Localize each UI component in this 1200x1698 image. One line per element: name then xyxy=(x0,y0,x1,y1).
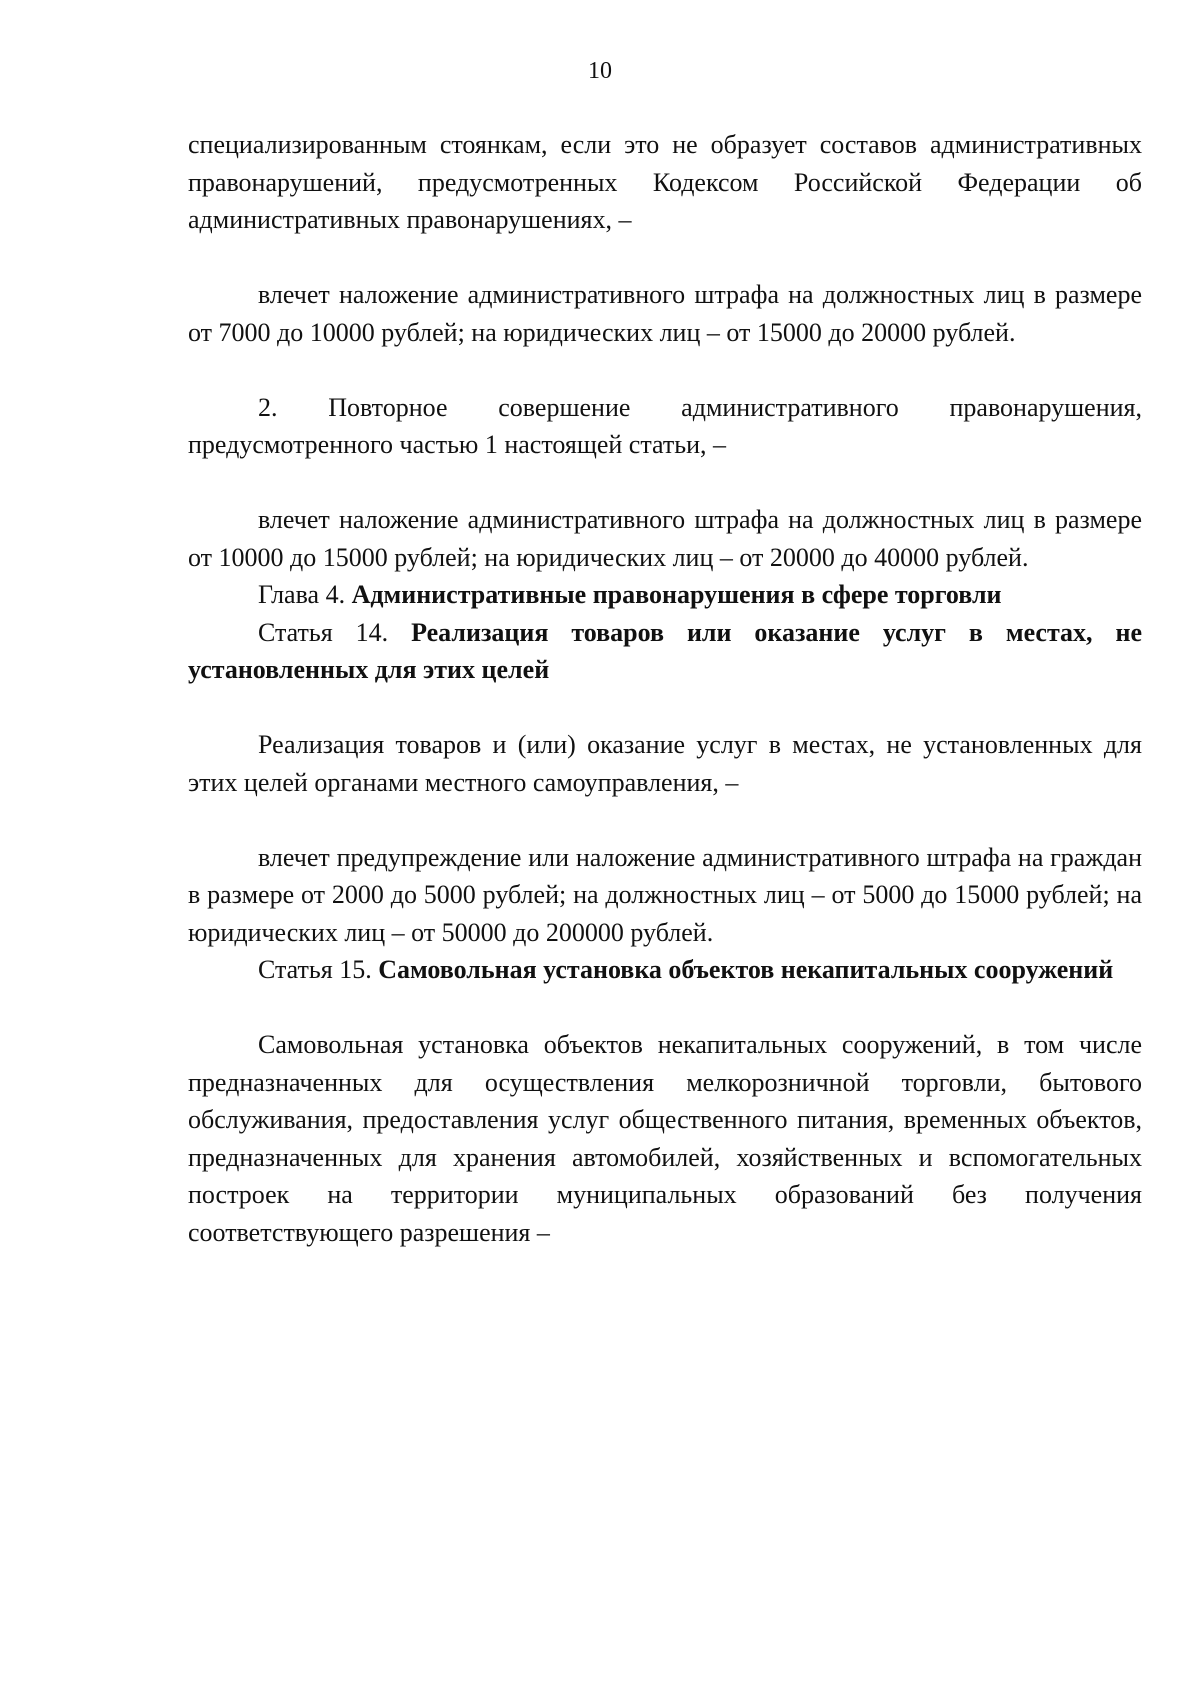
article-15-prefix: Статья 15. xyxy=(258,955,372,984)
article-14-heading xyxy=(188,614,1142,689)
paragraph-continuation: специализированным стоянкам, если это не образует составов административных правонарушений, предусмотренных Кодексом Российской Федерации об административных правонарушениях, – xyxy=(188,130,1142,234)
paragraph-article-15-body: Самовольная установка объектов некапитальных сооружений, в том числе предназначенных для осуществления мелкорозничной торговли, бытового обслуживания, предоставления услуг общественного питания, временных объектов, предназначенных для хранения автомобилей, хозяйственных и вспомогательных построек на территории муниципальных образований без получения соответствующего разрешения – xyxy=(188,1030,1142,1247)
article-15-title: Самовольная установка объектов некапитальных сооружений xyxy=(378,955,1114,984)
chapter-prefix: Глава 4. xyxy=(258,580,346,609)
paragraph-penalty-2: влечет наложение административного штрафа на должностных лиц в размере от 10000 до 15000 рублей; на юридических лиц – от 20000 до 40000 рублей. xyxy=(188,505,1142,572)
paragraph-article-14-penalty: влечет предупреждение или наложение административного штрафа на граждан в размере от 2000 до 5000 рублей; на должностных лиц – от 5000 до 15000 рублей; на юридических лиц – от 50000 до 200000 рублей. xyxy=(188,842,1142,947)
paragraph-article-14-body: Реализация товаров и (или) оказание услуг в местах, не установленных для этих целей органами местного самоуправления, – xyxy=(188,730,1142,797)
article-14-title: Реализация товаров или оказание услуг в местах, не установленных для этих целей xyxy=(188,617,1142,684)
article-14-prefix: Статья 14. xyxy=(258,617,389,647)
page-number: 10 xyxy=(588,58,612,84)
paragraph-repeat-offense: 2. Повторное совершение административного правонарушения, предусмотренного частью 1 настоящей статьи, – xyxy=(188,392,1142,459)
chapter-heading xyxy=(188,576,1142,614)
article-15-heading xyxy=(188,951,1142,989)
chapter-title: Административные правонарушения в сфере торговли xyxy=(351,580,1002,609)
paragraph-penalty-1: влечет наложение административного штрафа на должностных лиц в размере от 7000 до 10000 рублей; на юридических лиц – от 15000 до 20000 рублей. xyxy=(188,280,1142,347)
document-body xyxy=(188,126,1142,1251)
